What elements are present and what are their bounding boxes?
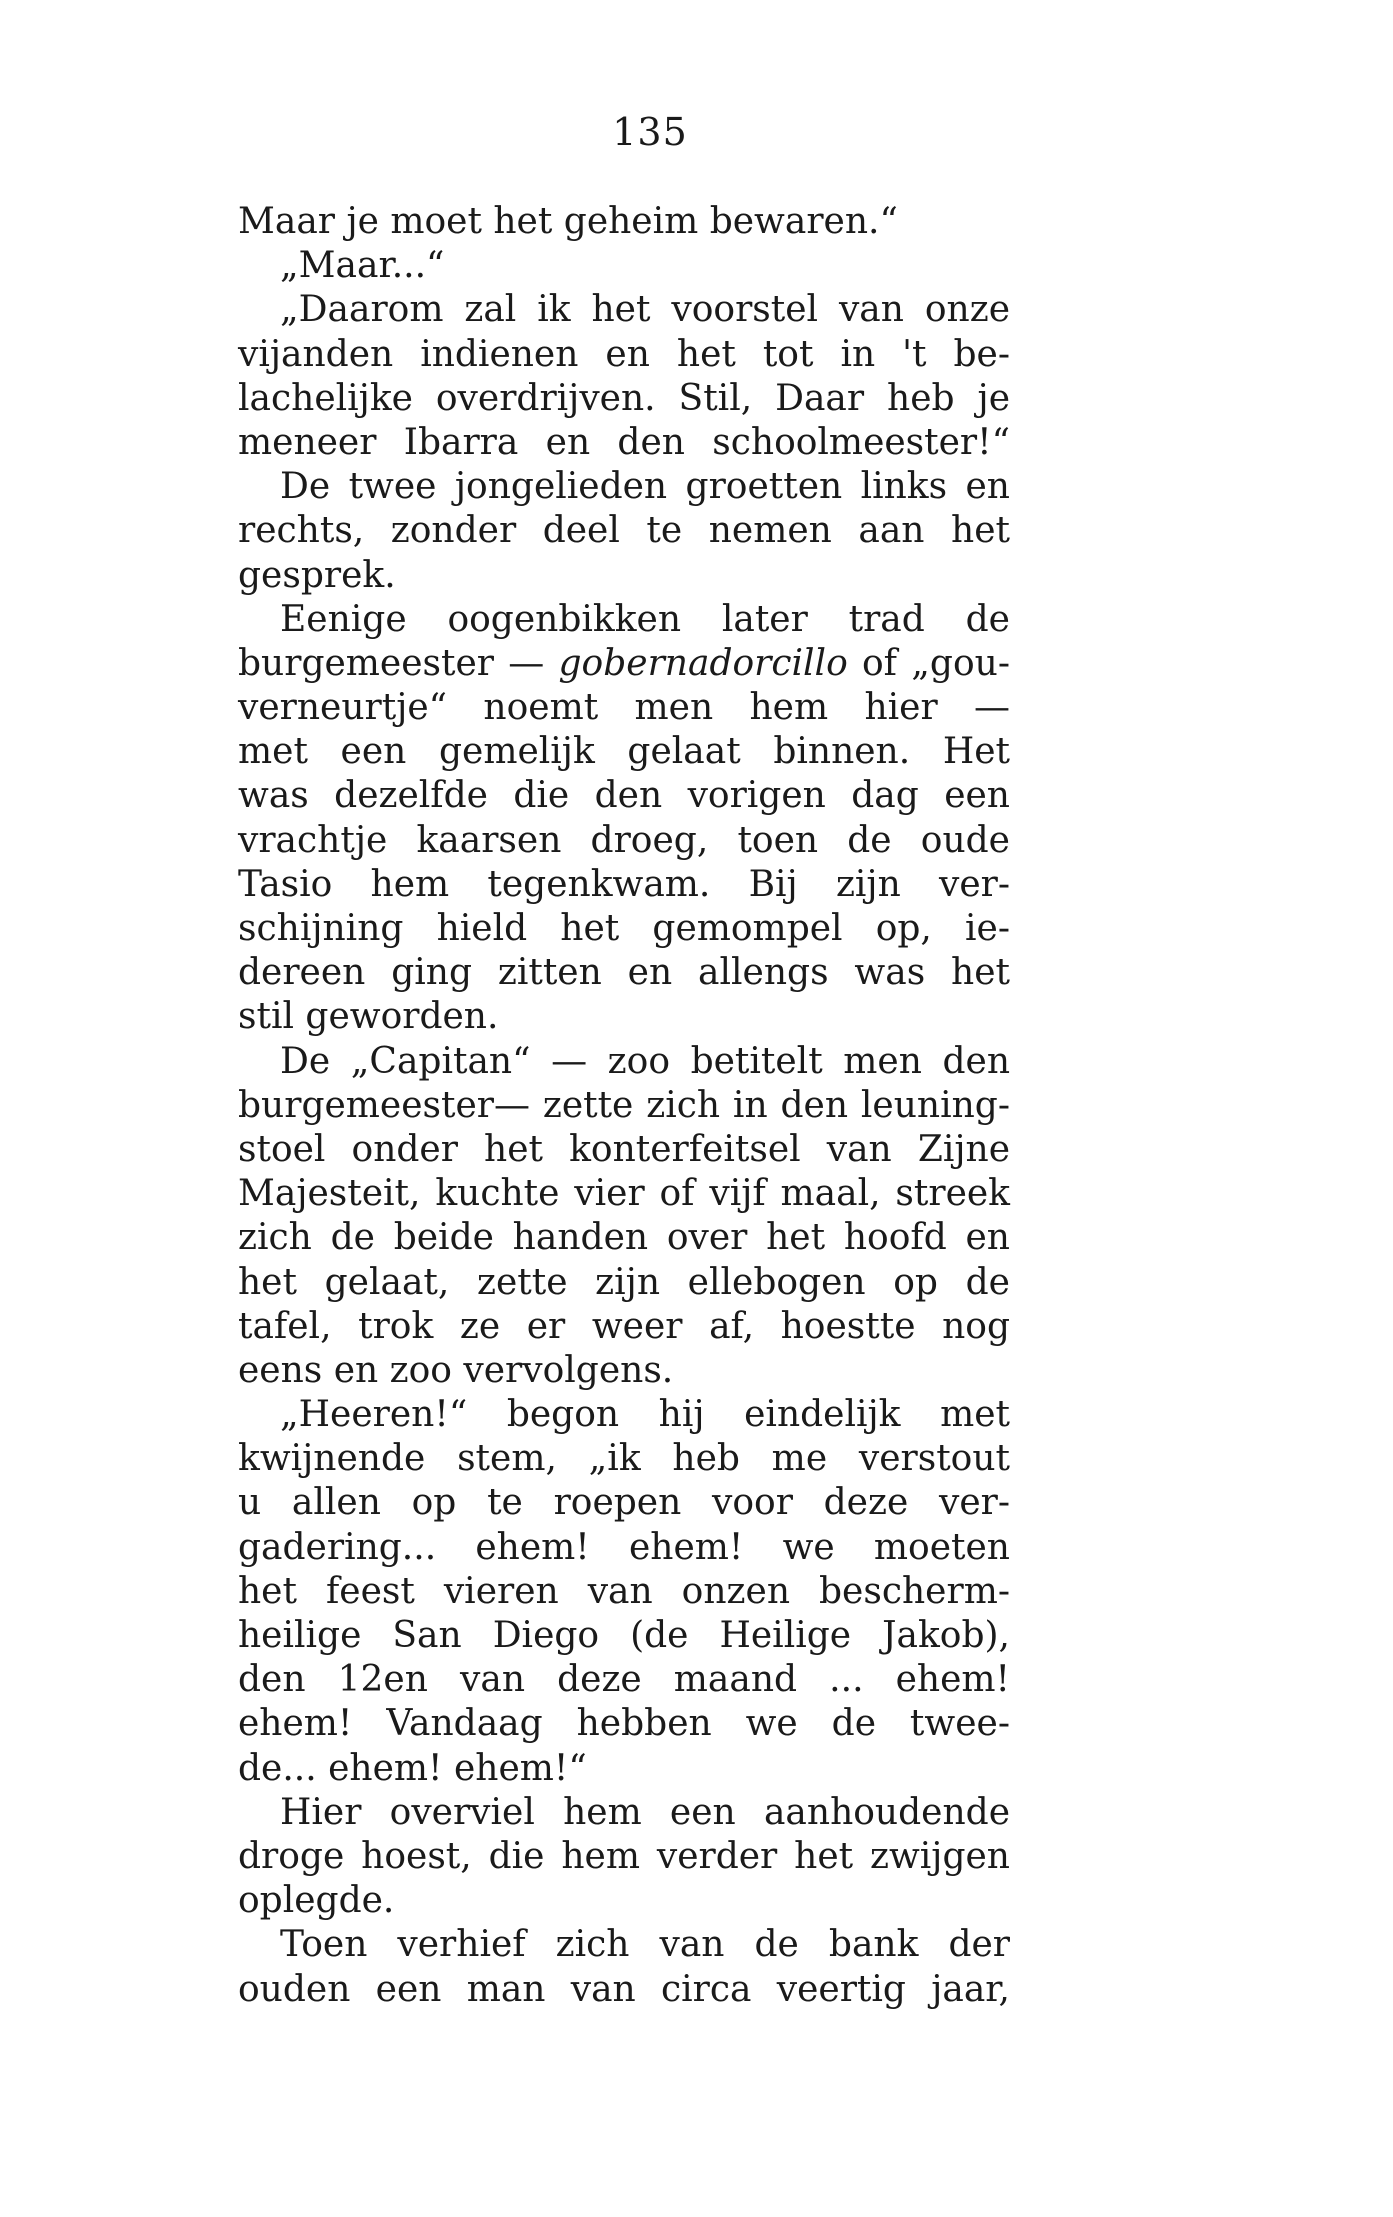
text-line: lachelijke overdrijven. Stil, Daar heb je [238,377,1010,419]
text-line: zich de beide handen over het hoofd en [238,1217,1010,1259]
text-line: verneurtje“ noemt men hem hier — [238,687,1010,729]
text-line: ehem! Vandaag hebben we de twee- [238,1703,1010,1745]
text-line: was dezelfde die den vorigen dag een [238,775,1010,817]
text-line: gesprek. [238,554,396,596]
text-line: stil geworden. [238,996,499,1038]
text-line: Maar je moet het geheim bewaren.“ [238,201,898,242]
text-line: gadering... ehem! ehem! we moeten [238,1526,1010,1568]
text-line: vrachtje kaarsen droeg, toen de oude [238,819,1010,861]
text-line: kwijnende stem, „ik heb me verstout [238,1438,1010,1480]
text-line: „Maar...“ [280,245,445,287]
page-number: 135 [612,110,688,154]
text-line: de... ehem! ehem!“ [238,1747,587,1789]
text-line: De „Capitan“ — zoo betitelt men den [280,1040,1010,1082]
italic-term: gobernadorcillo [558,642,848,684]
text-line: meneer Ibarra en den schoolmeester!“ [238,421,1010,463]
text-line: oplegde. [238,1880,395,1922]
text-line: u allen op te roepen voor deze ver- [238,1482,1010,1524]
text-line: het feest vieren van onzen bescherm- [238,1570,1010,1612]
text-line: dereen ging zitten en allengs was het [238,952,1010,994]
text-line: droge hoest, die hem verder het zwijgen [238,1835,1010,1877]
text-line: „Heeren!“ begon hij eindelijk met [280,1394,1010,1436]
text-line: het gelaat, zette zijn ellebogen op de [238,1261,1010,1303]
text-line: den 12en van deze maand ... ehem! [238,1659,1010,1701]
text-line: burgemeester — gobernadorcillo of „gou- [238,642,1010,684]
text-line: De twee jongelieden groetten links en [280,466,1010,508]
body-text [238,200,1010,2012]
text-line: met een gemelijk gelaat binnen. Het [238,731,1010,773]
text-line: Toen verhief zich van de bank der [280,1924,1010,1966]
text-line: Majesteit, kuchte vier of vijf maal, streek [238,1173,1010,1215]
text-line: vijanden indienen en het tot in 't be- [238,333,1010,375]
text-line: rechts, zonder deel te nemen aan het [238,510,1010,552]
text-line: heilige San Diego (de Heilige Jakob), [238,1615,1010,1656]
text-line: Tasio hem tegenkwam. Bij zijn ver- [238,863,1010,905]
text-line: „Daarom zal ik het voorstel van onze [280,289,1010,331]
text-line: stoel onder het konterfeitsel van Zijne [238,1128,1010,1170]
text-line: schijning hield het gemompel op, ie- [238,908,1010,949]
text-line: eens en zoo vervolgens. [238,1349,674,1391]
text-line: tafel, trok ze er weer af, hoestte nog [238,1305,1010,1347]
text-line: Hier overviel hem een aanhoudende [280,1791,1010,1833]
text-line: burgemeester— zette zich in den leuning- [238,1084,1010,1126]
text-line: Eenige oogenbikken later trad de [280,598,1010,640]
text-line: ouden een man van circa veertig jaar, [238,1968,1010,2010]
